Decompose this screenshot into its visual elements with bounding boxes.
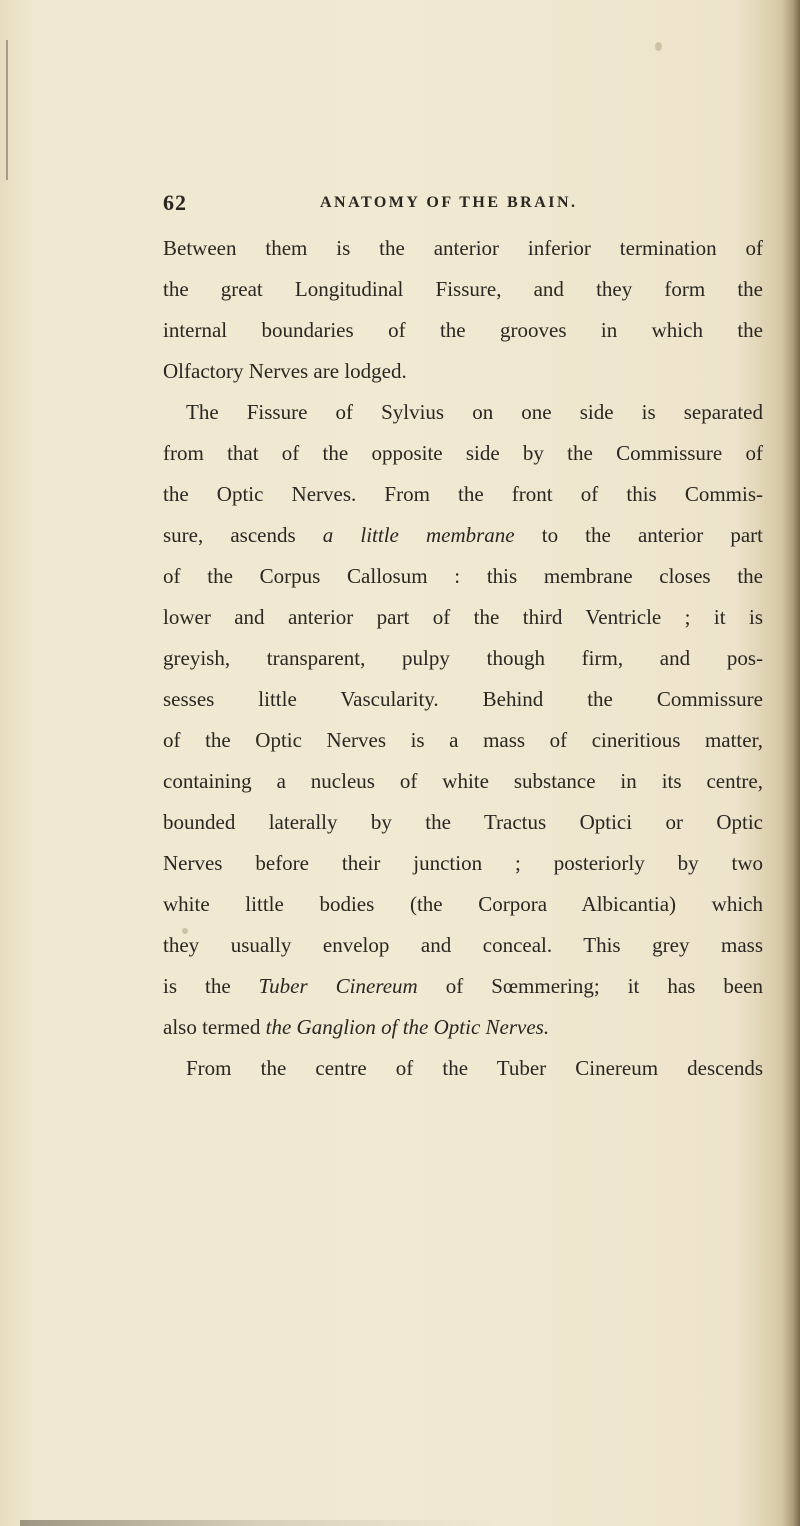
text-line — [163, 966, 763, 1007]
text-line: the great Longitudinal Fissure, and they form the — [163, 277, 763, 301]
text-line: the Optic Nerves. From the front of this Commis- — [163, 482, 763, 506]
text-run: sure, ascends — [163, 523, 323, 547]
italic-phrase: the Ganglion of the Optic Nerves. — [265, 1015, 550, 1039]
page-gutter-shadow — [782, 0, 800, 1526]
text-line: of the Optic Nerves is a mass of cineritious matter, — [163, 728, 763, 752]
text-line: bounded laterally by the Tractus Optici or Optic — [163, 810, 763, 834]
text-line: of the Corpus Callosum : this membrane closes the — [163, 564, 763, 588]
text-line: From the centre of the Tuber Cinereum descends — [186, 1056, 763, 1080]
text-line: Olfactory Nerves are lodged. — [163, 359, 407, 383]
text-line — [163, 1007, 763, 1048]
italic-phrase: Tuber Cinereum — [258, 974, 418, 998]
text-run: is the — [163, 974, 259, 998]
running-head — [0, 190, 800, 220]
page-number: 62 — [163, 190, 187, 215]
text-line — [163, 515, 763, 556]
text-line: from that of the opposite side by the Commissure of — [163, 441, 763, 465]
text-line: they usually envelop and conceal. This grey mass — [163, 933, 763, 957]
text-line: lower and anterior part of the third Ventricle ; it is — [163, 605, 763, 629]
running-title: ANATOMY OF THE BRAIN. — [320, 194, 578, 211]
page-bottom-edge — [20, 1520, 500, 1526]
text-run: of Sœmmering; it has been — [417, 974, 763, 998]
page-edge-mark — [6, 40, 8, 180]
text-line: Nerves before their junction ; posteriorly by two — [163, 851, 763, 875]
text-line: white little bodies (the Corpora Albicantia) which — [163, 892, 763, 916]
text-line: Between them is the anterior inferior termination of — [163, 236, 763, 260]
text-run: to the anterior part — [514, 523, 763, 547]
body-text — [163, 228, 763, 1089]
text-run: also termed — [163, 1015, 266, 1039]
text-line: sesses little Vascularity. Behind the Commissure — [163, 687, 763, 711]
paper-speck — [655, 42, 662, 51]
italic-phrase: a little membrane — [322, 523, 515, 547]
text-line: containing a nucleus of white substance in its centre, — [163, 769, 763, 793]
text-line: The Fissure of Sylvius on one side is separated — [186, 400, 763, 424]
text-line: greyish, transparent, pulpy though firm, and pos- — [163, 646, 763, 670]
text-line: internal boundaries of the grooves in which the — [163, 318, 763, 342]
